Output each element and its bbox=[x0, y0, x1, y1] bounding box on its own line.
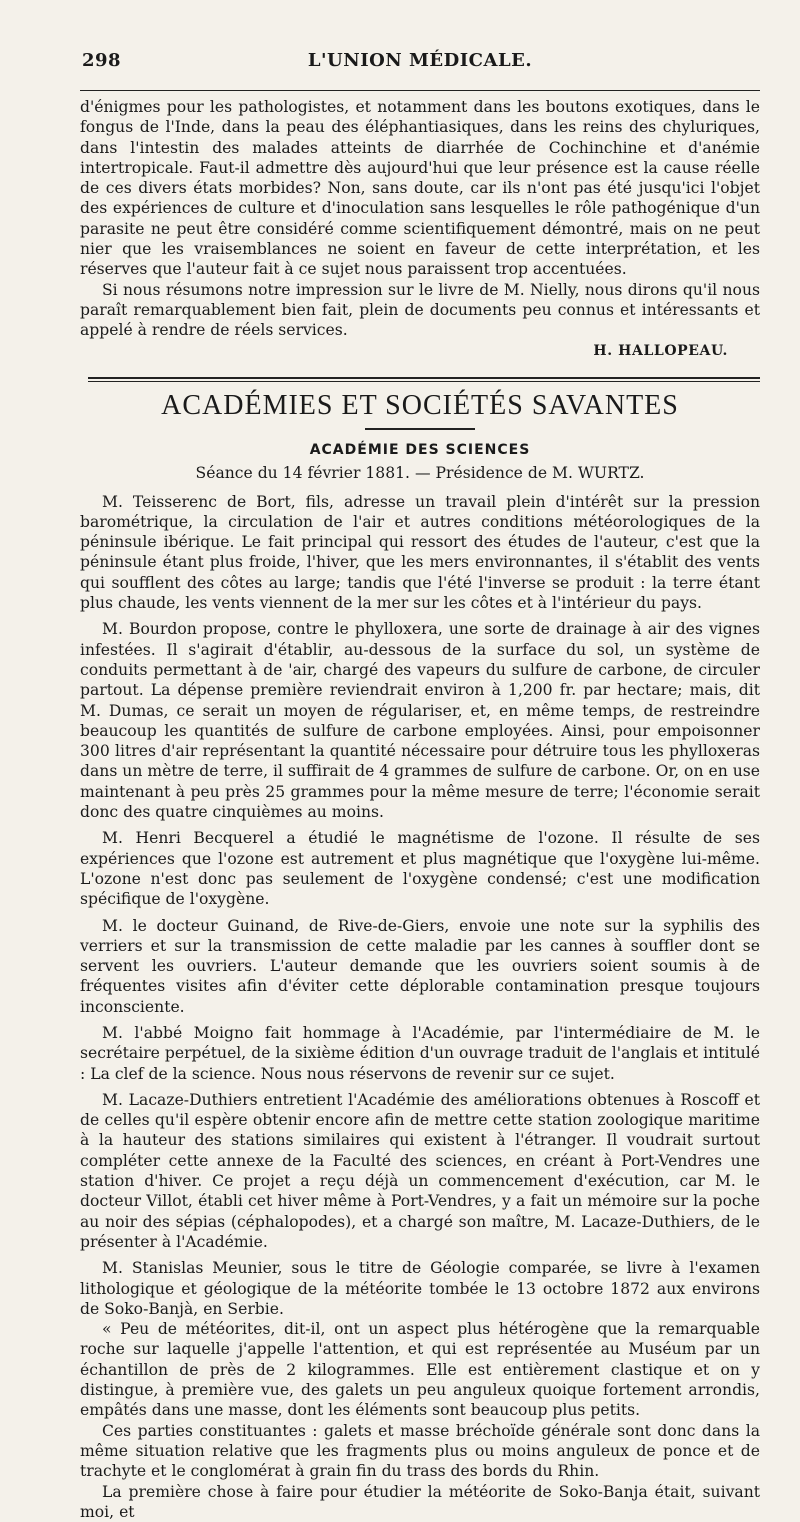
author-signature: H. HALLOPEAU. bbox=[593, 342, 728, 359]
running-head bbox=[80, 44, 760, 76]
section-rule bbox=[88, 377, 760, 382]
page-number: 298 bbox=[82, 50, 122, 71]
review-paragraph: Si nous résumons notre impression sur le livre de M. Nielly, nous dirons qu'il nous paraît remarquablement bien fait, plein de documents peu connus et intéressants et appelé à rendre de réels services. bbox=[80, 280, 760, 340]
body-paragraph: « Peu de météorites, dit-il, ont un aspect plus hétérogène que la remarquable roche sur laquelle j'appelle l'attention, et qui est représentée au Muséum par un échantillon de près de 2 kilogrammes. Elle est entièrement clastique et on y distingue, à première vue, des galets un peu anguleux quoique fortement arrondis, empâtés dans une masse, dont les éléments sont beaucoup plus petits. bbox=[80, 1320, 760, 1420]
title-rule bbox=[365, 428, 475, 430]
body-paragraph: M. Henri Becquerel a étudié le magnétisme de l'ozone. Il résulte de ses expériences que l'ozone est autrement et plus magnétique que l'oxygène lui-même. L'ozone n'est donc pas seulement de l'oxygène condensé; c'est une modification spécifique de l'oxygène. bbox=[80, 829, 760, 909]
section-title: ACADÉMIES ET SOCIÉTÉS SAVANTES bbox=[161, 389, 679, 421]
body-paragraph: M. l'abbé Moigno fait hommage à l'Académie, par l'intermédiaire de M. le secrétaire perpétuel, de la sixième édition d'un ouvrage traduit de l'anglais et intitulé : La clef de la science. Nous nous réservons de revenir sur ce sujet. bbox=[80, 1023, 760, 1083]
body-paragraph: M. Teisserenc de Bort, fils, adresse un travail plein d'intérêt sur la pression barométrique, la circulation de l'air et autres conditions météorologiques de la péninsule ibérique. Le fait principal qui ressort des études de l'auteur, c'est que la péninsule étant plus froide, l'hiver, que les mers environnantes, il s'établit des vents qui soufflent des côtes au large; tandis que l'été l'inverse se produit : la terre étant plus chaude, les vents viennent de la mer sur les côtes et à l'intérieur du pays. bbox=[80, 492, 760, 613]
session-line: Séance du 14 février 1881. — Présidence de M. WURTZ. bbox=[195, 463, 645, 482]
body-paragraph: Ces parties constituantes : galets et masse bréchoïde générale sont donc dans la même situation relative que les fragments plus ou moins anguleux de ponce et de trachyte et le conglomérat à grain fin du trass des bords du Rhin. bbox=[80, 1421, 760, 1481]
body-paragraph: M. Bourdon propose, contre le phylloxera, une sorte de drainage à air des vignes infestées. Il s'agirait d'établir, au-dessous de la surface du sol, un système de conduits permettant à de 'air, chargé des vapeurs du sulfure de carbone, de circuler partout. La dépense première reviendrait environ à 1,200 fr. par hectare; mais, dit M. Dumas, ce serait un moyen de régulariser, et, en même temps, de restreindre beaucoup les quantités de sulfure de carbone employées. Ainsi, pour empoisonner 300 litres d'air représentant la quantité nécessaire pour détruire tous les phylloxeras dans un mètre de terre, il suffirait de 4 grammes de sulfure de carbone. Or, on en use maintenant à peu près 25 grammes pour la même mesure de terre; l'économie serait donc des quatre cinquièmes au moins. bbox=[80, 620, 760, 822]
journal-title: L'UNION MÉDICALE. bbox=[307, 50, 533, 71]
body-paragraph: M. Stanislas Meunier, sous le titre de Géologie comparée, se livre à l'examen lithologique et géologique de la météorite tombée le 13 octobre 1872 aux environs de Soko-Banjà, en Serbie. bbox=[80, 1259, 760, 1318]
body-paragraph: La première chose à faire pour étudier la météorite de Soko-Banja était, suivant moi, et bbox=[80, 1482, 760, 1521]
body-paragraph: M. le docteur Guinand, de Rive-de-Giers, envoie une note sur la syphilis des verriers et sur la transmission de cette maladie par les cannes à souffler dont se servent les ouvriers. L'auteur demande que les ouvriers soient soumis à de fréquentes visites afin d'éviter cette déplorable contamination presque toujours inconsciente. bbox=[80, 916, 760, 1016]
body-paragraph: M. Lacaze-Duthiers entretient l'Académie des améliorations obtenues à Roscoff et de celles qu'il espère obtenir encore afin de mettre cette station zoologique maritime à la hauteur des stations similaires qui existent à l'étranger. Il voudrait surtout compléter cette annexe de la Faculté des sciences, en créant à Port-Vendres une station d'hiver. Ce projet a reçu déjà un commencement d'exécution, car M. le docteur Villot, établi cet hiver même à Port-Vendres, y a fait un mémoire sur la poche au noir des sépias (céphalopodes), et a chargé son maître, M. Lacaze-Duthiers, de le présenter à l'Académie. bbox=[80, 1090, 760, 1251]
subsection-title: ACADÉMIE DES SCIENCES bbox=[309, 441, 531, 458]
review-paragraph: d'énigmes pour les pathologistes, et notamment dans les boutons exotiques, dans le fongus de l'Inde, dans la peau des éléphantiasiques, dans les reins des chyluriques, dans l'intestin des malades atteints de diarrhée de Cochinchine et d'anémie intertropicale. Faut-il admettre dès aujourd'hui que leur présence est la cause réelle de ces divers états morbides? Non, sans doute, car ils n'ont pas été jusqu'ici l'objet des expériences de culture et d'inoculation sans lesquelles le rôle pathogénique d'un parasite ne peut être considéré comme scientifiquement démontré, mais on ne peut nier que les vraisemblances ne soient en faveur de cette interprétation, et les réserves que l'auteur fait à ce sujet nous paraissent trop accentuées. bbox=[80, 98, 760, 279]
header-rule bbox=[80, 90, 760, 91]
